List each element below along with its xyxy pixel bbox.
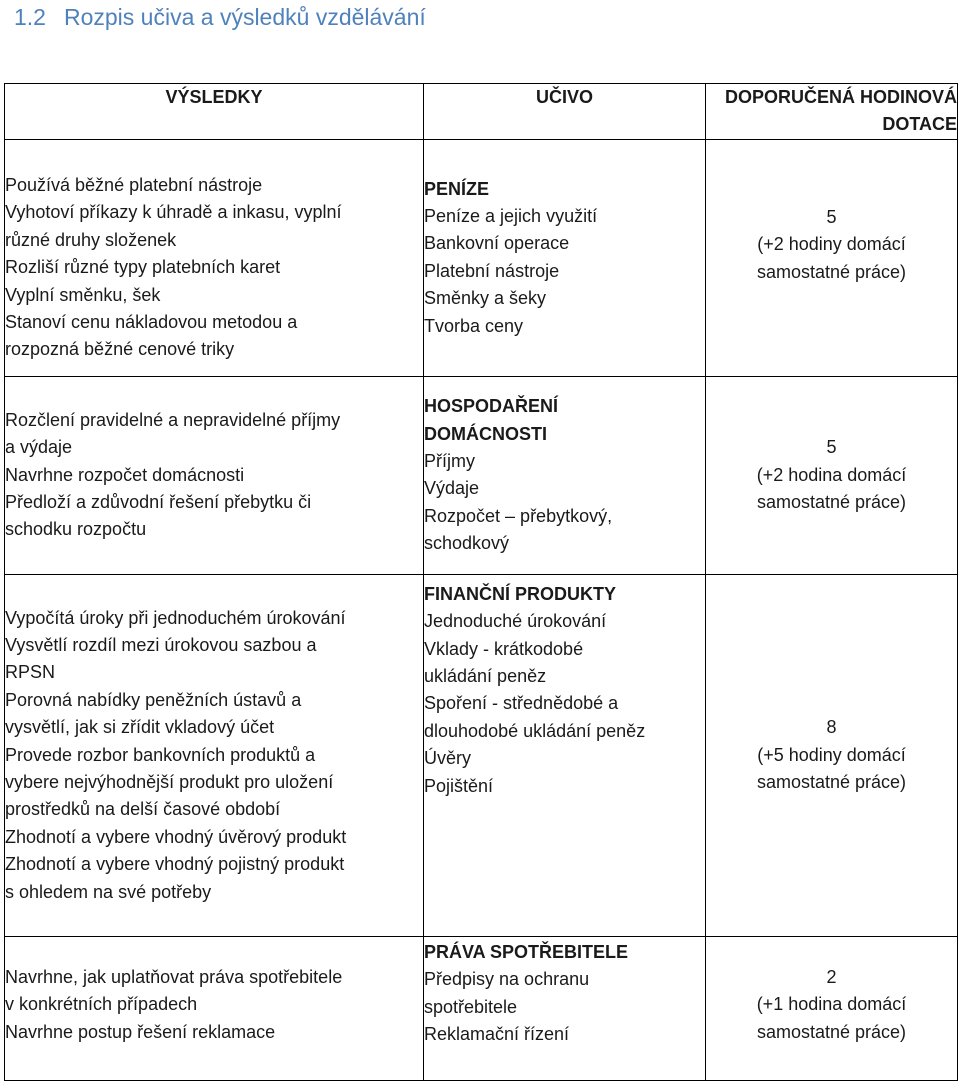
outcome-line: Navrhne postup řešení reklamace [5, 1021, 276, 1042]
hours-cell [706, 376, 958, 574]
content-line: Rozpočet – přebytkový, [424, 505, 613, 526]
hours-cell [706, 574, 958, 936]
outcome-line: Navrhne rozpočet domácnosti [5, 464, 245, 485]
content-line: Peníze a jejich využití [424, 206, 598, 226]
hours-cell [706, 139, 958, 376]
content-line: Vklady - krátkodobé [424, 638, 584, 659]
outcome-line: Porovná nabídky peněžních ústavů a [5, 689, 302, 710]
outcomes-cell [5, 139, 424, 376]
outcome-line: Zhodnotí a vybere vhodný pojistný produkt [5, 854, 345, 875]
topic-title: HOSPODAŘENÍ DOMÁCNOSTI [424, 396, 559, 444]
content-line: Tvorba ceny [424, 315, 524, 336]
outcome-line: Rozčlení pravidelné a nepravidelné příjmy [5, 409, 341, 430]
table-row [5, 376, 958, 574]
content-line: Spoření - střednědobé a [424, 693, 619, 714]
content-line: Příjmy [424, 450, 475, 471]
content-line: dlouhodobé ukládání peněz [424, 720, 646, 741]
topic-title: PRÁVA SPOTŘEBITELE [424, 941, 629, 962]
subject-cell [424, 936, 706, 1080]
hours-line: 5 [826, 206, 837, 227]
content-line: ukládání peněz [424, 666, 547, 687]
outcome-line: a výdaje [5, 437, 73, 458]
hours-line: 2 [826, 966, 837, 987]
topic-title: FINANČNÍ PRODUKTY [424, 583, 616, 604]
outcome-line: Vyplní směnku, šek [5, 284, 161, 305]
header-results: VÝSLEDKY [5, 84, 424, 140]
content-line: Výdaje [424, 478, 480, 499]
outcome-line: Vypočítá úroky při jednoduchém úrokování [5, 607, 346, 628]
outcomes-cell [5, 574, 424, 936]
outcome-line: Vyhotoví příkazy k úhradě a inkasu, vyplní [5, 202, 342, 223]
content-line: Směnky a šeky [424, 288, 547, 309]
content-line: spotřebitele [424, 996, 518, 1017]
content-line: Jednoduché úrokování [424, 611, 607, 632]
outcomes-cell [5, 376, 424, 574]
hours-line: (+2 hodiny domácí [757, 234, 906, 255]
outcome-line: schodku rozpočtu [5, 519, 147, 540]
outcome-line: Vysvětlí rozdíl mezi úrokovou sazbou a [5, 634, 317, 655]
header-hours: DOPORUČENÁ HODINOVÁ DOTACE [706, 84, 958, 140]
outcome-line: různé druhy složenek [5, 229, 177, 250]
hours-line: (+1 hodina domácí [756, 994, 907, 1015]
outcome-line: RPSN [5, 662, 56, 683]
content-line: Bankovní operace [424, 233, 570, 254]
outcome-line: Rozliší různé typy platebních karet [5, 257, 281, 278]
section-title: Rozpis učiva a výsledků vzdělávání [63, 4, 426, 30]
hours-cell [706, 936, 958, 1080]
outcome-line: Předloží a zdůvodní řešení přebytku či [5, 492, 312, 513]
hours-line: 8 [826, 717, 837, 738]
subject-cell [424, 574, 706, 936]
table-row [5, 574, 958, 936]
content-line: Reklamační řízení [424, 1024, 570, 1045]
outcome-line: Stanoví cenu nákladovou metodou a [5, 311, 298, 332]
table-row [5, 139, 958, 376]
outcome-line: Zhodnotí a vybere vhodný úvěrový produkt [5, 826, 347, 847]
hours-line: (+5 hodiny domácí [757, 744, 906, 765]
outcome-line: Provede rozbor bankovních produktů a [5, 744, 316, 765]
outcome-line: v konkrétních případech [5, 994, 198, 1015]
section-number: 1.2 [14, 4, 46, 30]
content-line: Předpisy na ochranu [424, 969, 590, 990]
table-header-row [5, 84, 958, 140]
hours-line: samostatné práce) [756, 261, 907, 282]
hours-line: (+2 hodina domácí [756, 464, 907, 485]
curriculum-table [4, 83, 958, 1081]
subject-cell [424, 139, 706, 376]
hours-line: samostatné práce) [756, 492, 907, 513]
hours-line: 5 [826, 437, 837, 458]
hours-line: samostatné práce) [756, 772, 907, 793]
outcome-line: Používá běžné platební nástroje [5, 174, 263, 195]
outcomes-cell [5, 936, 424, 1080]
outcome-line: vysvětlí, jak si zřídit vkladový účet [5, 717, 275, 738]
outcome-line: Navrhne, jak uplatňovat práva spotřebitele [5, 966, 343, 987]
outcome-line: prostředků na delší časové období [5, 799, 281, 820]
content-line: Platební nástroje [424, 260, 560, 281]
outcome-line: s ohledem na své potřeby [5, 881, 212, 902]
content-line: schodkový [424, 533, 510, 554]
content-line: Úvěry [424, 748, 472, 769]
outcome-line: rozpozná běžné cenové triky [5, 339, 235, 360]
subject-cell [424, 376, 706, 574]
hours-line: samostatné práce) [756, 1021, 907, 1042]
topic-title: PENÍZE [424, 178, 490, 199]
header-content: UČIVO [424, 84, 706, 140]
table-row [5, 936, 958, 1080]
section-heading [14, 4, 426, 31]
outcome-line: vybere nejvýhodnější produkt pro uložení [5, 772, 334, 793]
content-line: Pojištění [424, 775, 494, 796]
